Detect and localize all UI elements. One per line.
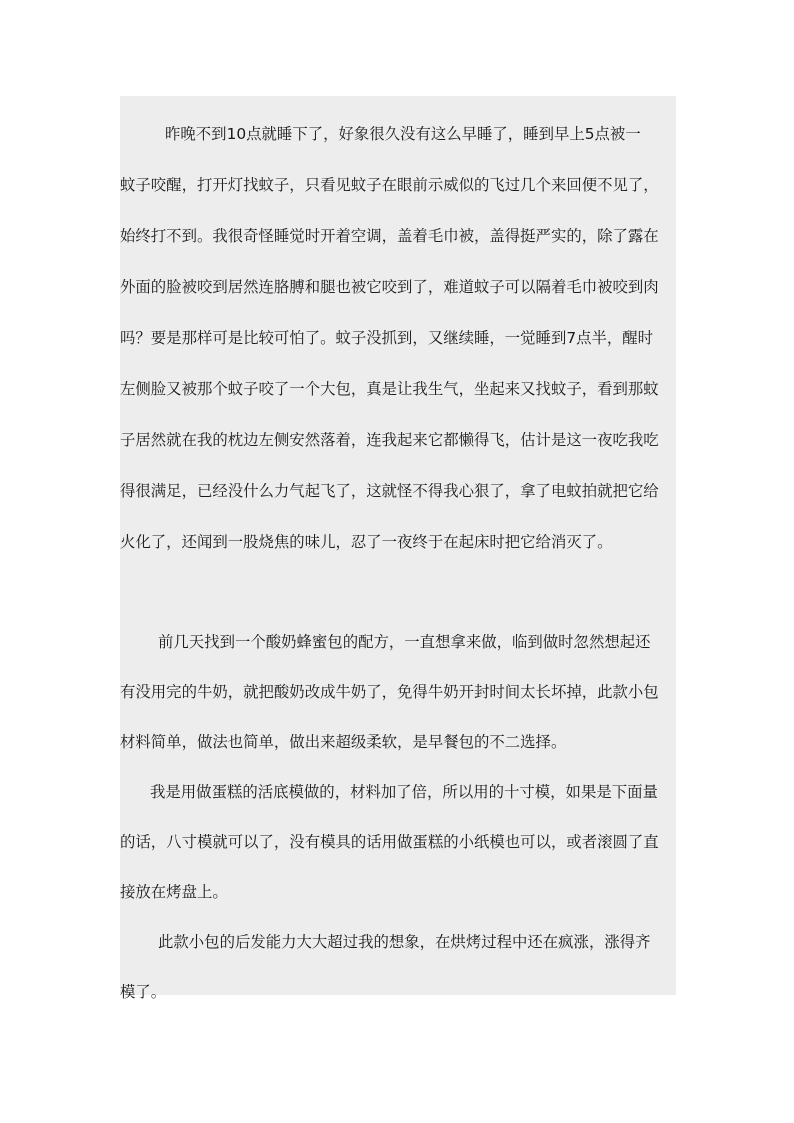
paragraph-1-line-8: 得很满足，已经没什么力气起飞了，这就怪不得我心狠了，拿了电蚊拍就把它给 [120,482,659,500]
paragraph-3-line-2: 的话，八寸模就可以了，没有模具的话用做蛋糕的小纸模也可以，或者滚圆了直 [120,833,659,851]
paragraph-4-line-1: 此款小包的后发能力大大超过我的想象，在烘烤过程中还在疯涨，涨得齐 [158,933,651,951]
paragraph-2-line-1: 前几天找到一个酸奶蜂蜜包的配方，一直想拿来做，临到做时忽然想起还 [158,633,651,651]
paragraph-4-line-2: 模了。 [120,983,167,1001]
paragraph-1-line-4: 外面的脸被咬到居然连胳膊和腿也被它咬到了，难道蚊子可以隔着毛巾被咬到肉 [120,278,659,296]
paragraph-3-line-3: 接放在烤盘上。 [120,883,228,901]
paragraph-1-line-9: 火化了，还闻到一股烧焦的味儿，忍了一夜终于在起床时把它给消灭了。 [120,533,613,551]
paragraph-1-line-1: 昨晚不到10点就睡下了，好象很久没有这么早睡了，睡到早上5点被一 [165,125,641,143]
paragraph-1-line-6: 左侧脸又被那个蚊子咬了一个大包，真是让我生气，坐起来又找蚊子，看到那蚊 [120,380,659,398]
document-text-block [120,96,676,1001]
paragraph-2-line-3: 材料简单，做法也简单，做出来超级柔软，是早餐包的不二选择。 [120,733,567,751]
paragraph-1-line-7: 子居然就在我的枕边左侧安然落着，连我起来它都懒得飞，估计是这一夜吃我吃 [120,431,659,449]
paragraph-1-line-5: 吗？要是那样可是比较可怕了。蚊子没抓到，又继续睡，一觉睡到7点半，醒时 [120,329,654,347]
paragraph-2-line-2: 有没用完的牛奶，就把酸奶改成牛奶了，免得牛奶开封时间太长坏掉，此款小包 [120,683,659,701]
paragraph-1-line-2: 蚊子咬醒，打开灯找蚊子，只看见蚊子在眼前示威似的飞过几个来回便不见了， [120,176,659,194]
paragraph-1-line-3: 始终打不到。我很奇怪睡觉时开着空调，盖着毛巾被，盖得挺严实的，除了露在 [120,227,659,245]
paragraph-3-line-1: 我是用做蛋糕的活底模做的，材料加了倍，所以用的十寸模，如果是下面量 [150,783,658,801]
